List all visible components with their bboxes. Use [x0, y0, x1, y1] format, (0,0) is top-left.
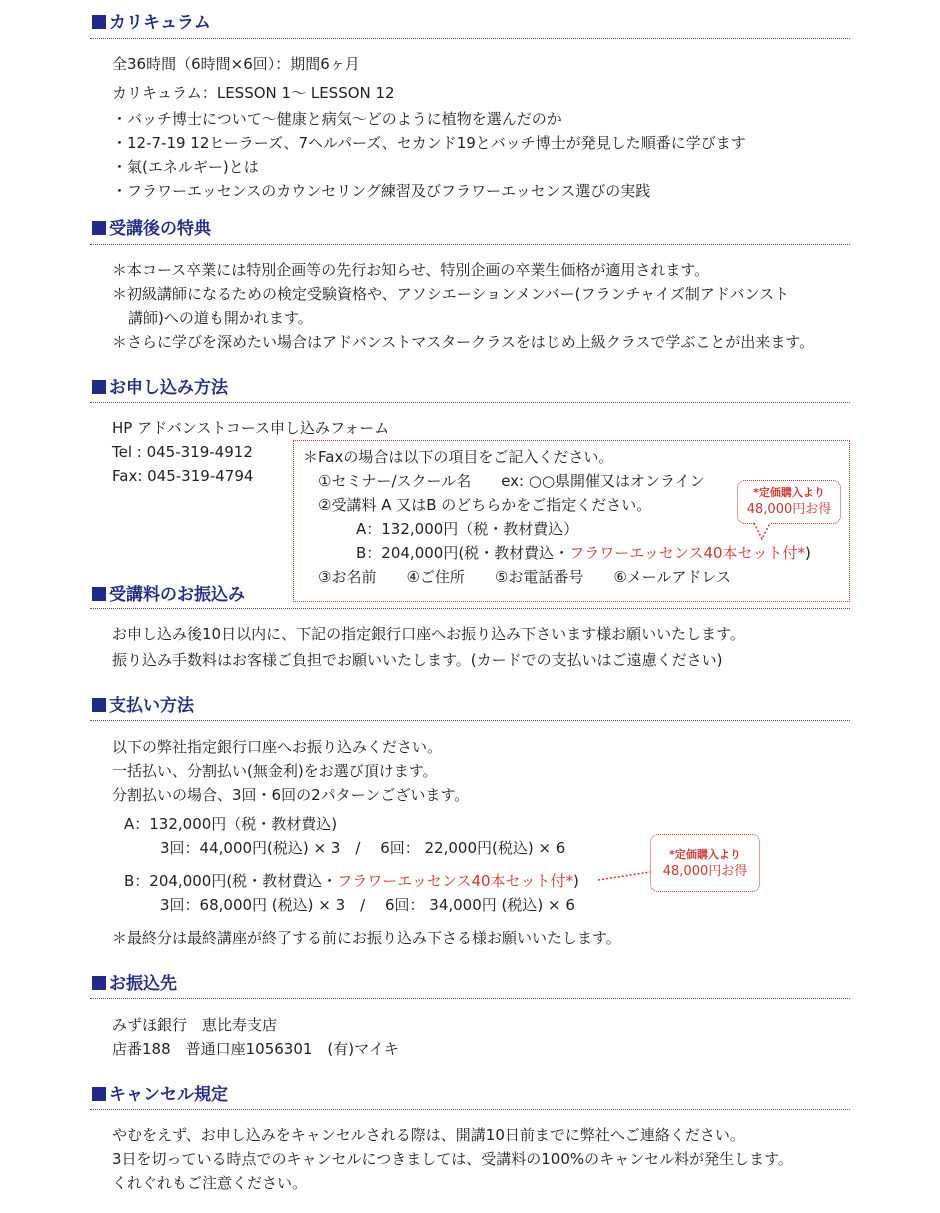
discount-callout: [650, 834, 760, 892]
payment-plan-b-split: 3回：68,000円 (税込) × 3 / 6回： 34,000円 (税込) × 6: [160, 896, 575, 914]
square-bullet-icon: [92, 380, 106, 394]
section-title-apply: [92, 373, 228, 398]
section-title-text: お振込先: [109, 974, 177, 994]
payment-plan-a: A：132,000円（税・教材費込): [124, 815, 338, 833]
plan-b-close: ): [573, 872, 579, 890]
section-title-transfer: [92, 580, 249, 605]
divider: [90, 1109, 850, 1110]
square-bullet-icon: [92, 1087, 106, 1101]
divider: [90, 402, 850, 403]
transfer-line: 振り込み手数料はお客様ご負担でお願いいたします。(カードでの支払いはご遠慮ください): [112, 651, 723, 669]
fax-heading: ＊Faxの場合は以下の項目をご記入ください。: [303, 448, 614, 466]
benefit-line: ＊さらに学びを深めたい場合はアドバンストマスタークラスをはじめ上級クラスで学ぶことが出来ます。: [112, 333, 815, 351]
payment-note: ＊最終分は最終講座が終了する前にお振り込み下さる様お願いいたします。: [112, 929, 621, 947]
section-title-text: 支払い方法: [109, 696, 194, 716]
payment-line: 分割払いの場合、3回・6回の2パターンございます。: [112, 786, 470, 804]
curriculum-line: ・バッチ博士について〜健康と病気〜どのように植物を選んだのか: [112, 110, 562, 128]
cancel-line: やむをえず、お申し込みをキャンセルされる際は、開講10日前までに弊社へご連絡ください。: [112, 1126, 745, 1144]
plan-b-text: B：204,000円(税・教材費込・: [124, 872, 338, 890]
payment-plan-a-split: 3回：44,000円(税込) × 3 / 6回： 22,000円(税込) × 6: [160, 839, 566, 857]
callout-pointer-icon: [752, 522, 776, 542]
plan-b-text: B：204,000円(税・教材費込・: [356, 544, 570, 562]
section-title-text: お申し込み方法: [109, 378, 228, 398]
application-form-link[interactable]: HP アドバンストコース申し込みフォーム: [112, 419, 390, 437]
section-title-benefits: [92, 214, 211, 239]
section-title-bank: [92, 969, 177, 994]
payment-plan-b: [124, 871, 579, 891]
section-title-text: 受講後の特典: [109, 219, 211, 239]
benefit-line: ＊本コース卒業には特別企画等の先行お知らせ、特別企画の卒業生価格が適用されます。: [112, 261, 710, 279]
square-bullet-icon: [92, 587, 106, 601]
divider: [90, 608, 850, 609]
plan-b-close: ): [805, 544, 811, 562]
curriculum-line: ・12-7-19 12ヒーラーズ、7ヘルパーズ、セカンド19とバッチ博士が発見した順番に学びます: [112, 134, 746, 152]
bank-account: 店番188 普通口座1056301 (有)マイキ: [112, 1040, 399, 1058]
fax-item: ②受講料 A 又はB のどちらかをご指定ください。: [318, 496, 652, 514]
divider: [90, 38, 850, 39]
cancel-line: 3日を切っている時点でのキャンセルにつきましては、受講料の100%のキャンセル料が発生します。: [112, 1150, 793, 1168]
fax-number: Fax: 045-319-4794: [112, 467, 254, 485]
plan-b-highlight: フラワーエッセンス40本セット付*: [337, 872, 574, 890]
benefit-line: ＊初級講師になるための検定受験資格や、アソシエーションメンバー(フランチャイズ制アドバンスト: [112, 285, 790, 303]
fax-item: ③お名前 ④ご住所 ⑤お電話番号 ⑥メールアドレス: [318, 568, 732, 586]
curriculum-line: ・フラワーエッセンスのカウンセリング練習及びフラワーエッセンス選びの実践: [112, 182, 651, 200]
benefit-line: 講師)への道も開かれます。: [128, 309, 313, 327]
discount-callout: [737, 480, 841, 524]
divider: [90, 244, 850, 245]
section-title-text: 受講料のお振込み: [109, 585, 245, 605]
payment-line: 以下の弊社指定銀行口座へお振り込みください。: [112, 738, 443, 756]
tel-number: Tel : 045-319-4912: [112, 443, 253, 461]
square-bullet-icon: [92, 698, 106, 712]
fax-plan-a: A：132,000円（税・教材費込）: [356, 520, 579, 538]
cancel-line: くれぐれもご注意ください。: [112, 1174, 308, 1192]
curriculum-line: カリキュラム：LESSON 1〜 LESSON 12: [112, 84, 395, 102]
curriculum-line: ・氣(エネルギー)とは: [112, 158, 259, 176]
callout-amount: 48,000円お得: [662, 864, 748, 879]
section-title-text: カリキュラム: [109, 13, 211, 33]
fax-plan-b: [356, 543, 811, 563]
divider: [90, 720, 850, 721]
square-bullet-icon: [92, 221, 106, 235]
plan-b-highlight: フラワーエッセンス40本セット付*: [569, 544, 806, 562]
section-title-cancel: [92, 1080, 228, 1105]
square-bullet-icon: [92, 15, 106, 29]
callout-pointer-icon: [598, 868, 652, 884]
section-title-curriculum: [92, 8, 211, 33]
callout-text: *定価購入より: [669, 848, 741, 861]
bank-name: みずほ銀行 恵比寿支店: [112, 1016, 278, 1034]
divider: [90, 998, 850, 999]
callout-text: *定価購入より: [753, 486, 825, 499]
section-title-payment: [92, 691, 194, 716]
callout-amount: 48,000円お得: [746, 502, 832, 517]
section-title-text: キャンセル規定: [109, 1085, 228, 1105]
payment-line: 一括払い、分割払い(無金利)をお選び頂けます。: [112, 762, 438, 780]
transfer-line: お申し込み後10日以内に、下記の指定銀行口座へお振り込み下さいます様お願いいたします。: [112, 625, 745, 643]
square-bullet-icon: [92, 976, 106, 990]
curriculum-line: 全36時間（6時間×6回）：期間6ヶ月: [112, 55, 360, 73]
fax-item: ①セミナー/スクール名 ex: ○○県開催又はオンライン: [318, 472, 705, 490]
